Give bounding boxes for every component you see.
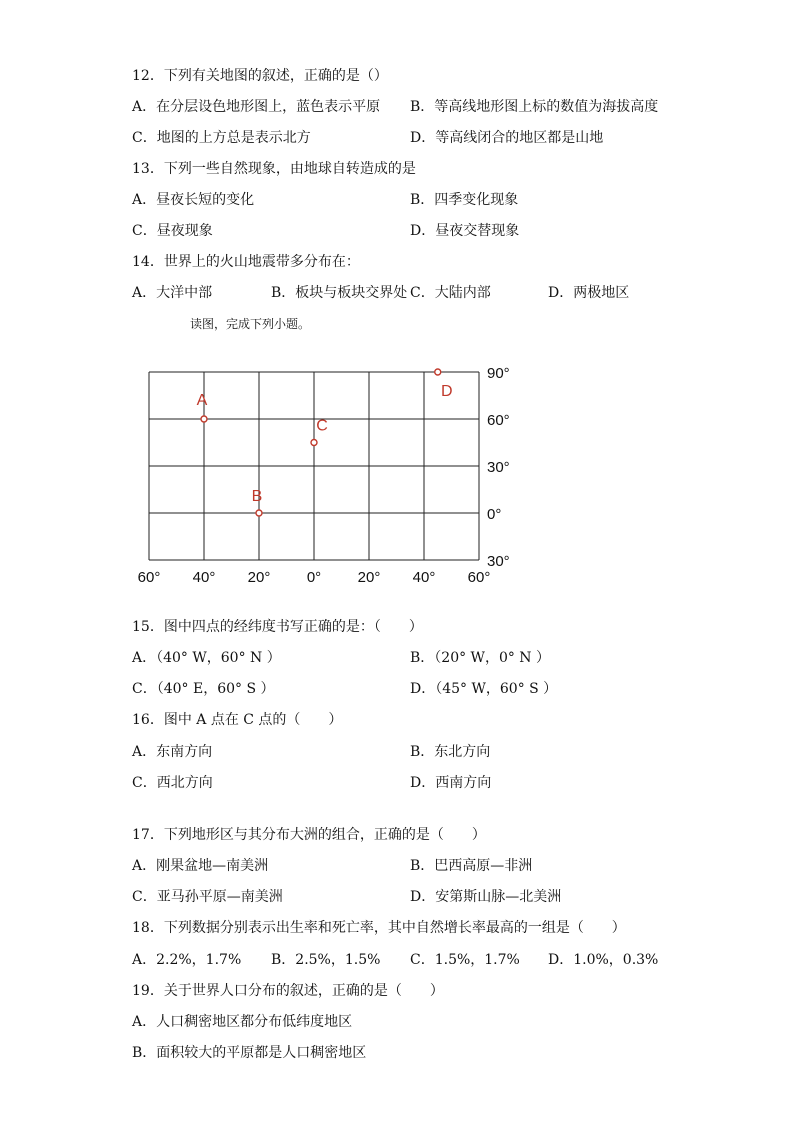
point-d-label: D <box>440 383 453 400</box>
longitude-label: 20° <box>247 569 271 586</box>
q15-option-d: D．（45° W，60° S ） <box>410 681 558 697</box>
q14-option-d: D．两极地区 <box>548 285 630 301</box>
q14-option-b: B．板块与板块交界处 <box>271 285 408 301</box>
q15-option-b: B．（20° W，0° N ） <box>410 650 550 666</box>
lat-lon-grid-map <box>120 358 520 593</box>
q15-option-a: A．（40° W，60° N ） <box>132 650 281 666</box>
q15-option-c: C．（40° E，60° S ） <box>132 681 275 697</box>
map-points <box>197 369 453 516</box>
point-d-marker <box>435 369 441 375</box>
question-17-stem: 17．下列地形区与其分布大洲的组合，正确的是（ ） <box>132 827 486 843</box>
longitude-label: 40° <box>412 569 436 586</box>
q16-option-a: A．东南方向 <box>132 744 213 760</box>
q18-option-c: C．1.5%，1.7% <box>410 952 520 968</box>
q19-option-b: B．面积较大的平原都是人口稠密地区 <box>132 1045 367 1061</box>
q14-option-c: C．大陆内部 <box>410 285 491 301</box>
longitude-label: 20° <box>357 569 381 586</box>
q14-option-a: A．大洋中部 <box>132 285 213 301</box>
q18-option-b: B．2.5%，1.5% <box>271 952 381 968</box>
longitude-label: 0° <box>306 569 322 586</box>
q17-option-b: B．巴西高原—非洲 <box>410 858 533 874</box>
point-b-label: B <box>251 488 263 505</box>
q16-option-d: D．西南方向 <box>410 775 492 791</box>
q12-option-d: D．等高线闭合的地区都是山地 <box>410 130 604 146</box>
point-b-marker <box>256 510 262 516</box>
question-12-stem: 12．下列有关地图的叙述，正确的是（） <box>132 68 388 84</box>
question-15-stem: 15．图中四点的经纬度书写正确的是：（ ） <box>132 619 423 635</box>
point-a-marker <box>201 416 207 422</box>
q13-option-b: B．四季变化现象 <box>410 192 519 208</box>
latitude-label: 0° <box>487 506 502 523</box>
longitude-labels <box>138 569 491 586</box>
latitude-labels <box>487 365 510 570</box>
map-caption: 读图，完成下列小题。 <box>190 317 311 331</box>
question-18-stem: 18．下列数据分别表示出生率和死亡率，其中自然增长率最高的一组是（ ） <box>132 920 626 936</box>
q16-option-c: C．西北方向 <box>132 775 213 791</box>
longitude-label: 40° <box>192 569 216 586</box>
q19-option-a: A．人口稠密地区都分布低纬度地区 <box>132 1014 353 1030</box>
q13-option-c: C．昼夜现象 <box>132 223 213 239</box>
longitude-label: 60° <box>137 569 161 586</box>
q17-option-a: A．刚果盆地—南美洲 <box>132 858 269 874</box>
question-14-stem: 14．世界上的火山地震带多分布在： <box>132 254 360 270</box>
latitude-label: 90° <box>487 365 510 382</box>
q13-option-d: D．昼夜交替现象 <box>410 223 520 239</box>
longitude-label: 60° <box>467 569 491 586</box>
point-c-label: C <box>316 417 328 435</box>
q17-option-c: C．亚马孙平原—南美洲 <box>132 889 283 905</box>
q12-option-a: A．在分层设色地形图上，蓝色表示平原 <box>132 99 381 115</box>
q17-option-d: D．安第斯山脉—北美洲 <box>410 889 562 905</box>
q16-option-b: B．东北方向 <box>410 744 491 760</box>
question-19-stem: 19．关于世界人口分布的叙述，正确的是（ ） <box>132 983 444 999</box>
point-c-marker <box>311 440 317 446</box>
question-13-stem: 13．下列一些自然现象，由地球自转造成的是 <box>132 161 416 177</box>
q18-option-d: D．1.0%，0.3% <box>548 952 659 968</box>
latitude-label: 30° <box>487 553 510 570</box>
point-a-label: A <box>196 392 208 409</box>
q12-option-c: C．地图的上方总是表示北方 <box>132 130 311 146</box>
q12-option-b: B．等高线地形图上标的数值为海拔高度 <box>410 99 659 115</box>
q18-option-a: A．2.2%，1.7% <box>132 952 242 968</box>
latitude-label: 30° <box>487 459 510 476</box>
question-16-stem: 16．图中 A 点在 C 点的（ ） <box>132 712 343 728</box>
latitude-label: 60° <box>487 412 510 429</box>
q13-option-a: A．昼夜长短的变化 <box>132 192 255 208</box>
